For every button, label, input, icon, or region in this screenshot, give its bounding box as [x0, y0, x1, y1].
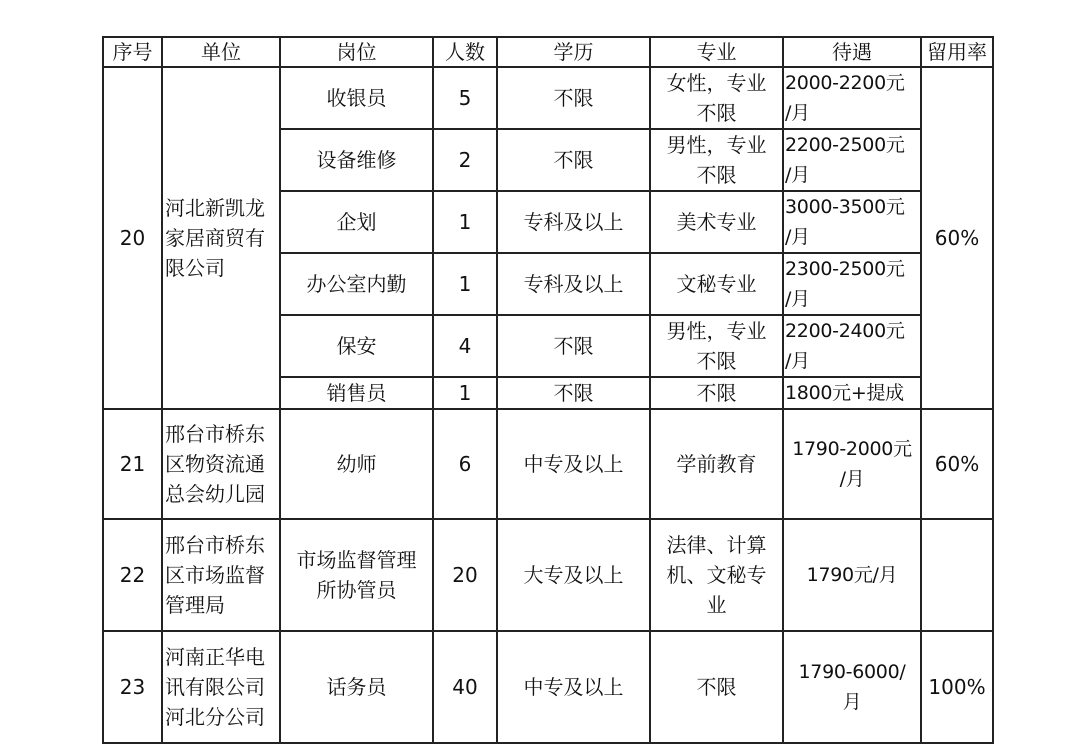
education-cell: 大专及以上: [497, 519, 650, 631]
count-cell: 5: [433, 67, 497, 129]
education-cell: 不限: [497, 315, 650, 377]
table-row: [103, 409, 993, 519]
header-position: 岗位: [280, 37, 433, 67]
count-cell: 1: [433, 191, 497, 253]
major-cell: 文秘专业: [650, 253, 783, 315]
seq-cell: 22: [103, 519, 162, 631]
count-cell: 4: [433, 315, 497, 377]
salary-cell: 3000-3500元 /月: [783, 191, 921, 253]
major-cell: 学前教育: [650, 409, 783, 519]
major-cell: 法律、计算 机、文秘专 业: [650, 519, 783, 631]
unit-cell: 河南正华电 讯有限公司 河北分公司: [162, 631, 280, 743]
table-row: [103, 519, 993, 631]
salary-cell: 1790-2000元 /月: [783, 409, 921, 519]
position-cell: 保安: [280, 315, 433, 377]
major-cell: 美术专业: [650, 191, 783, 253]
salary-cell: 1790-6000/ 月: [783, 631, 921, 743]
count-cell: 6: [433, 409, 497, 519]
retention-cell: 60%: [921, 67, 993, 409]
header-retention: 留用率: [921, 37, 993, 67]
count-cell: 20: [433, 519, 497, 631]
recruitment-table: [102, 36, 994, 744]
education-cell: 专科及以上: [497, 253, 650, 315]
unit-cell: 河北新凯龙 家居商贸有 限公司: [162, 67, 280, 409]
position-cell: 设备维修: [280, 129, 433, 191]
unit-cell: 邢台市桥东 区市场监督 管理局: [162, 519, 280, 631]
position-cell: 话务员: [280, 631, 433, 743]
seq-cell: 20: [103, 67, 162, 409]
count-cell: 40: [433, 631, 497, 743]
position-cell: 幼师: [280, 409, 433, 519]
major-cell: 男性，专业 不限: [650, 315, 783, 377]
education-cell: 专科及以上: [497, 191, 650, 253]
position-cell: 收银员: [280, 67, 433, 129]
education-cell: 不限: [497, 67, 650, 129]
retention-cell: 100%: [921, 631, 993, 743]
salary-cell: 2200-2500元 /月: [783, 129, 921, 191]
position-cell: 企划: [280, 191, 433, 253]
unit-cell: 邢台市桥东 区物资流通 总会幼儿园: [162, 409, 280, 519]
seq-cell: 23: [103, 631, 162, 743]
salary-cell: 2000-2200元 /月: [783, 67, 921, 129]
retention-cell: [921, 519, 993, 631]
salary-cell: 1790元/月: [783, 519, 921, 631]
header-major: 专业: [650, 37, 783, 67]
major-cell: 女性，专业 不限: [650, 67, 783, 129]
header-seq: 序号: [103, 37, 162, 67]
education-cell: 不限: [497, 377, 650, 409]
major-cell: 不限: [650, 631, 783, 743]
header-count: 人数: [433, 37, 497, 67]
position-cell: 办公室内勤: [280, 253, 433, 315]
education-cell: 不限: [497, 129, 650, 191]
position-cell: 销售员: [280, 377, 433, 409]
seq-cell: 21: [103, 409, 162, 519]
header-education: 学历: [497, 37, 650, 67]
position-cell: 市场监督管理 所协管员: [280, 519, 433, 631]
count-cell: 1: [433, 253, 497, 315]
table-row: [103, 631, 993, 743]
retention-cell: 60%: [921, 409, 993, 519]
salary-cell: 1800元+提成: [783, 377, 921, 409]
header-unit: 单位: [162, 37, 280, 67]
salary-cell: 2300-2500元 /月: [783, 253, 921, 315]
major-cell: 不限: [650, 377, 783, 409]
count-cell: 1: [433, 377, 497, 409]
header-salary: 待遇: [783, 37, 921, 67]
salary-cell: 2200-2400元 /月: [783, 315, 921, 377]
education-cell: 中专及以上: [497, 409, 650, 519]
table-row: [103, 67, 993, 129]
header-row: [103, 37, 993, 67]
education-cell: 中专及以上: [497, 631, 650, 743]
count-cell: 2: [433, 129, 497, 191]
major-cell: 男性，专业 不限: [650, 129, 783, 191]
